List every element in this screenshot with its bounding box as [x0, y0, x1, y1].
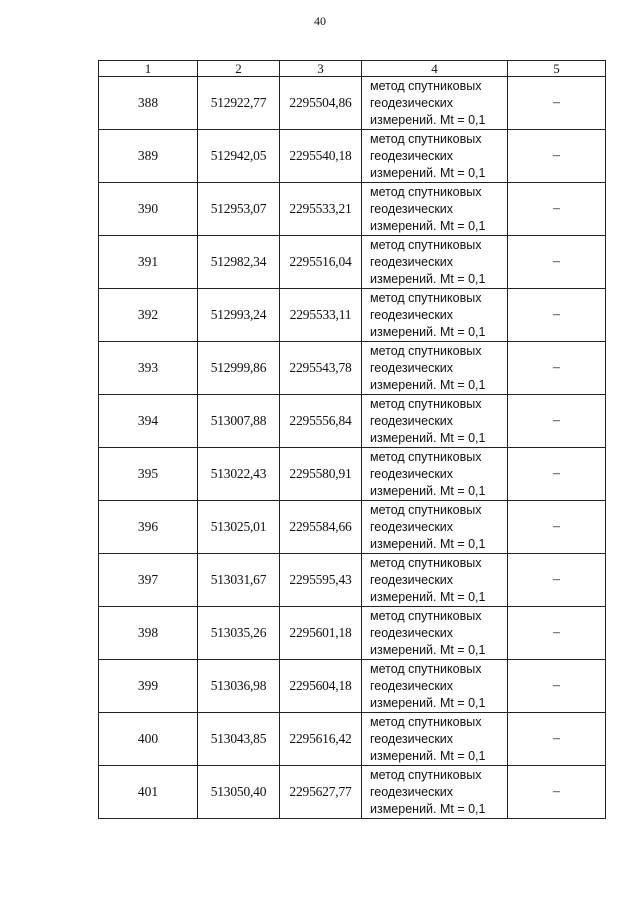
column-5-cell: – — [508, 77, 606, 130]
method-line: геодезических — [370, 519, 454, 534]
column-5-cell: – — [508, 501, 606, 554]
coordinates-table — [98, 60, 606, 819]
x-coordinate-cell: 512993,24 — [198, 289, 280, 342]
method-cell — [362, 554, 508, 607]
method-line: метод спутниковых — [370, 184, 482, 199]
method-line: метод спутниковых — [370, 449, 482, 464]
method-cell — [362, 501, 508, 554]
column-header-3: 3 — [280, 61, 362, 77]
method-line: измерений. Mt = 0,1 — [370, 748, 486, 763]
method-line: геодезических — [370, 784, 454, 799]
x-coordinate-cell: 512953,07 — [198, 183, 280, 236]
y-coordinate-cell: 2295516,04 — [280, 236, 362, 289]
y-coordinate-cell: 2295504,86 — [280, 77, 362, 130]
method-line: метод спутниковых — [370, 343, 482, 358]
x-coordinate-cell: 513031,67 — [198, 554, 280, 607]
x-coordinate-cell: 513043,85 — [198, 713, 280, 766]
method-line: геодезических — [370, 413, 454, 428]
y-coordinate-cell: 2295601,18 — [280, 607, 362, 660]
method-cell — [362, 342, 508, 395]
method-line: измерений. Mt = 0,1 — [370, 218, 486, 233]
method-line: геодезических — [370, 307, 454, 322]
column-5-cell: – — [508, 766, 606, 819]
column-5-cell: – — [508, 660, 606, 713]
y-coordinate-cell: 2295627,77 — [280, 766, 362, 819]
point-number-cell: 397 — [99, 554, 198, 607]
point-number-cell: 398 — [99, 607, 198, 660]
method-line: метод спутниковых — [370, 767, 482, 782]
method-line: измерений. Mt = 0,1 — [370, 589, 486, 604]
point-number-cell: 392 — [99, 289, 198, 342]
y-coordinate-cell: 2295556,84 — [280, 395, 362, 448]
method-cell — [362, 660, 508, 713]
y-coordinate-cell: 2295604,18 — [280, 660, 362, 713]
method-line: метод спутниковых — [370, 502, 482, 517]
table-body — [99, 77, 606, 819]
table-row — [99, 554, 606, 607]
y-coordinate-cell: 2295616,42 — [280, 713, 362, 766]
method-cell — [362, 236, 508, 289]
point-number-cell: 393 — [99, 342, 198, 395]
column-5-cell: – — [508, 236, 606, 289]
method-line: измерений. Mt = 0,1 — [370, 483, 486, 498]
y-coordinate-cell: 2295540,18 — [280, 130, 362, 183]
method-cell — [362, 77, 508, 130]
table-header — [99, 61, 606, 77]
point-number-cell: 400 — [99, 713, 198, 766]
x-coordinate-cell: 512922,77 — [198, 77, 280, 130]
point-number-cell: 394 — [99, 395, 198, 448]
column-header-1: 1 — [99, 61, 198, 77]
x-coordinate-cell: 513022,43 — [198, 448, 280, 501]
point-number-cell: 399 — [99, 660, 198, 713]
column-5-cell: – — [508, 130, 606, 183]
method-line: метод спутниковых — [370, 396, 482, 411]
column-5-cell: – — [508, 607, 606, 660]
method-line: геодезических — [370, 148, 454, 163]
x-coordinate-cell: 513007,88 — [198, 395, 280, 448]
method-line: измерений. Mt = 0,1 — [370, 377, 486, 392]
method-cell — [362, 766, 508, 819]
table-row — [99, 660, 606, 713]
method-line: метод спутниковых — [370, 714, 482, 729]
x-coordinate-cell: 513035,26 — [198, 607, 280, 660]
method-line: измерений. Mt = 0,1 — [370, 165, 486, 180]
method-line: измерений. Mt = 0,1 — [370, 430, 486, 445]
method-cell — [362, 448, 508, 501]
x-coordinate-cell: 512982,34 — [198, 236, 280, 289]
method-line: измерений. Mt = 0,1 — [370, 271, 486, 286]
method-cell — [362, 713, 508, 766]
method-line: геодезических — [370, 254, 454, 269]
method-line: метод спутниковых — [370, 661, 482, 676]
y-coordinate-cell: 2295533,21 — [280, 183, 362, 236]
y-coordinate-cell: 2295580,91 — [280, 448, 362, 501]
column-header-4: 4 — [362, 61, 508, 77]
point-number-cell: 388 — [99, 77, 198, 130]
column-5-cell: – — [508, 395, 606, 448]
column-5-cell: – — [508, 342, 606, 395]
method-line: геодезических — [370, 731, 454, 746]
table-row — [99, 236, 606, 289]
table-row — [99, 77, 606, 130]
table-row — [99, 766, 606, 819]
column-5-cell: – — [508, 713, 606, 766]
method-line: геодезических — [370, 360, 454, 375]
x-coordinate-cell: 512999,86 — [198, 342, 280, 395]
method-cell — [362, 183, 508, 236]
method-line: метод спутниковых — [370, 78, 482, 93]
page-number: 40 — [314, 14, 326, 28]
column-header-2: 2 — [198, 61, 280, 77]
table-row — [99, 501, 606, 554]
table-row — [99, 289, 606, 342]
column-5-cell: – — [508, 554, 606, 607]
point-number-cell: 389 — [99, 130, 198, 183]
method-line: измерений. Mt = 0,1 — [370, 642, 486, 657]
x-coordinate-cell: 513025,01 — [198, 501, 280, 554]
x-coordinate-cell: 512942,05 — [198, 130, 280, 183]
column-header-5: 5 — [508, 61, 606, 77]
table-row — [99, 395, 606, 448]
method-line: метод спутниковых — [370, 608, 482, 623]
method-line: геодезических — [370, 678, 454, 693]
method-line: измерений. Mt = 0,1 — [370, 324, 486, 339]
method-line: метод спутниковых — [370, 237, 482, 252]
table-row — [99, 607, 606, 660]
method-line: геодезических — [370, 466, 454, 481]
method-line: геодезических — [370, 625, 454, 640]
y-coordinate-cell: 2295543,78 — [280, 342, 362, 395]
column-5-cell: – — [508, 289, 606, 342]
method-line: измерений. Mt = 0,1 — [370, 695, 486, 710]
point-number-cell: 401 — [99, 766, 198, 819]
y-coordinate-cell: 2295533,11 — [280, 289, 362, 342]
point-number-cell: 396 — [99, 501, 198, 554]
x-coordinate-cell: 513050,40 — [198, 766, 280, 819]
method-line: измерений. Mt = 0,1 — [370, 112, 486, 127]
table-row — [99, 342, 606, 395]
method-line: метод спутниковых — [370, 290, 482, 305]
table-row — [99, 448, 606, 501]
method-line: геодезических — [370, 95, 454, 110]
table-row — [99, 713, 606, 766]
table-row — [99, 183, 606, 236]
x-coordinate-cell: 513036,98 — [198, 660, 280, 713]
method-line: метод спутниковых — [370, 555, 482, 570]
header-row — [99, 61, 606, 77]
method-line: геодезических — [370, 572, 454, 587]
point-number-cell: 391 — [99, 236, 198, 289]
method-line: геодезических — [370, 201, 454, 216]
y-coordinate-cell: 2295584,66 — [280, 501, 362, 554]
method-cell — [362, 607, 508, 660]
column-5-cell: – — [508, 183, 606, 236]
point-number-cell: 395 — [99, 448, 198, 501]
method-line: метод спутниковых — [370, 131, 482, 146]
method-line: измерений. Mt = 0,1 — [370, 536, 486, 551]
method-line: измерений. Mt = 0,1 — [370, 801, 486, 816]
method-cell — [362, 130, 508, 183]
y-coordinate-cell: 2295595,43 — [280, 554, 362, 607]
method-cell — [362, 289, 508, 342]
point-number-cell: 390 — [99, 183, 198, 236]
column-5-cell: – — [508, 448, 606, 501]
method-cell — [362, 395, 508, 448]
table-row — [99, 130, 606, 183]
